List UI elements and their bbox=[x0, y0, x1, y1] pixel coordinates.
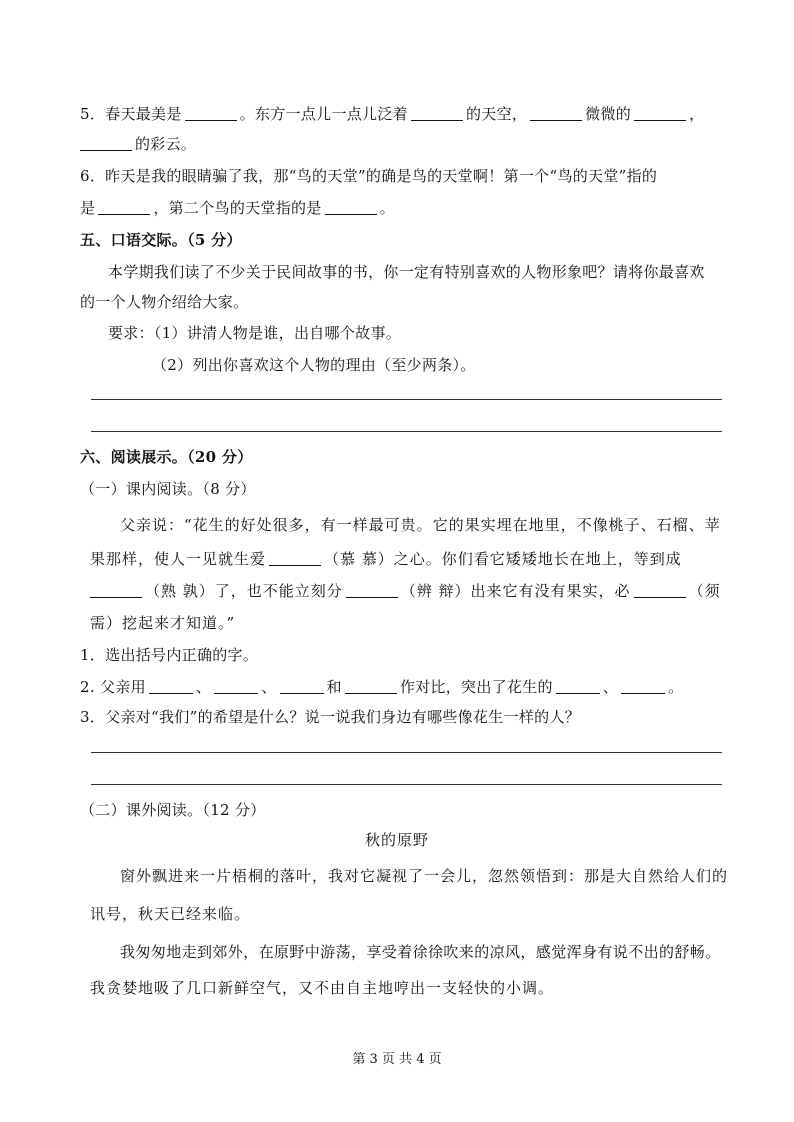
section6-title: 六、阅读展示。（20 分） bbox=[80, 448, 253, 466]
story-line: 窗外飘进来一片梧桐的落叶，我对它凝视了一会儿，忽然领悟到：那是大自然给人们的 bbox=[120, 867, 729, 885]
section5-requirement-2: （2）列出你喜欢这个人物的理由（至少两条）。 bbox=[152, 356, 476, 374]
answer-blank[interactable] bbox=[80, 136, 132, 151]
q5-text: 微微的 bbox=[585, 105, 632, 123]
question-text: 作对比，突出了花生的 bbox=[399, 678, 553, 696]
section6-sub2: （二）课外阅读。（12 分） bbox=[80, 801, 266, 819]
answer-blank[interactable] bbox=[345, 679, 397, 694]
q6-line1: 6．昨天是我的眼睛骗了我，那“鸟的天堂”的确是鸟的天堂啊！第一个“鸟的天堂”指的 bbox=[80, 167, 658, 185]
q6-text: 。 bbox=[379, 199, 395, 217]
answer-blank[interactable] bbox=[411, 106, 463, 121]
answer-blank[interactable] bbox=[214, 679, 258, 694]
answer-blank[interactable] bbox=[98, 200, 150, 215]
q6-line2 bbox=[80, 198, 395, 218]
passage-text: （熟 孰）了，也不能立刻分 bbox=[145, 582, 343, 600]
question-text: 2. 父亲用 bbox=[80, 678, 146, 696]
answer-blank[interactable] bbox=[530, 106, 582, 121]
section5-paragraph: 本学期我们读了不少关于民间故事的书，你一定有特别喜欢的人物形象吧？请将你最喜欢 bbox=[108, 263, 705, 281]
q6-text: ，第二个鸟的天堂指的是 bbox=[153, 199, 322, 217]
section5-paragraph: 的一个人物介绍给大家。 bbox=[80, 293, 249, 311]
q5-text: ， bbox=[689, 105, 705, 123]
answer-blank[interactable] bbox=[90, 583, 142, 598]
answer-line[interactable] bbox=[91, 752, 722, 753]
passage-text: （辨 辩）出来它有没有果实，必 bbox=[400, 582, 631, 600]
question-text: 。 bbox=[668, 678, 684, 696]
story-line: 讯号，秋天已经来临。 bbox=[90, 905, 251, 923]
q5-text: 的彩云。 bbox=[135, 135, 197, 153]
page-footer: 第 3 页 共 4 页 bbox=[352, 1052, 442, 1067]
q5-text: 。东方一点儿一点儿泛着 bbox=[239, 105, 408, 123]
answer-blank[interactable] bbox=[621, 679, 665, 694]
passage-line: 父亲说：“花生的好处很多，有一样最可贵。它的果实埋在地里，不像桃子、石榴、苹 bbox=[120, 516, 721, 534]
answer-blank[interactable] bbox=[346, 583, 398, 598]
answer-blank[interactable] bbox=[280, 679, 324, 694]
answer-blank[interactable] bbox=[556, 679, 600, 694]
question-text: 和 bbox=[326, 678, 342, 696]
passage-text: （须 bbox=[688, 582, 721, 600]
question-text: 、 bbox=[261, 678, 277, 696]
story-title: 秋的原野 bbox=[364, 831, 429, 849]
q5-text: 的天空， bbox=[465, 105, 528, 123]
passage-line: 需）挖起来才知道。” bbox=[90, 614, 236, 632]
answer-blank[interactable] bbox=[634, 106, 686, 121]
q6-text: 是 bbox=[80, 199, 96, 217]
answer-blank[interactable] bbox=[269, 551, 321, 566]
q5-line2 bbox=[80, 134, 196, 154]
reading-question-1: 1．选出括号内正确的字。 bbox=[80, 646, 259, 664]
passage-text: 果那样，使人一见就生爱 bbox=[90, 550, 267, 568]
question-text: 、 bbox=[195, 678, 212, 696]
q5-line1 bbox=[80, 104, 704, 124]
answer-line[interactable] bbox=[91, 399, 722, 400]
passage-text: （慕 慕）之心。你们看它矮矮地长在地上，等到成 bbox=[324, 550, 682, 568]
answer-blank[interactable] bbox=[325, 200, 377, 215]
answer-blank[interactable] bbox=[185, 106, 237, 121]
answer-line[interactable] bbox=[91, 784, 722, 785]
section6-sub1: （一）课内阅读。（8 分） bbox=[80, 480, 256, 498]
story-line: 我匆匆地走到郊外，在原野中游荡，享受着徐徐吹来的凉风，感觉浑身有说不出的舒畅。 bbox=[120, 943, 721, 961]
passage-line bbox=[90, 549, 682, 569]
answer-blank[interactable] bbox=[634, 583, 686, 598]
passage-line bbox=[90, 581, 721, 601]
q5-text: 5．春天最美是 bbox=[80, 105, 182, 123]
reading-question-3: 3．父亲对“我们”的希望是什么？说一说我们身边有哪些像花生一样的人？ bbox=[80, 708, 581, 726]
section5-title: 五、口语交际。（5 分） bbox=[80, 231, 242, 249]
reading-question-2 bbox=[80, 677, 683, 697]
answer-blank[interactable] bbox=[149, 679, 193, 694]
answer-line[interactable] bbox=[91, 431, 722, 432]
question-text: 、 bbox=[602, 678, 619, 696]
section5-requirement-1: 要求：（1）讲清人物是谁，出自哪个故事。 bbox=[108, 324, 402, 342]
story-line: 我贪婪地吸了几口新鲜空气，又不由自主地哼出一支轻快的小调。 bbox=[90, 979, 555, 997]
